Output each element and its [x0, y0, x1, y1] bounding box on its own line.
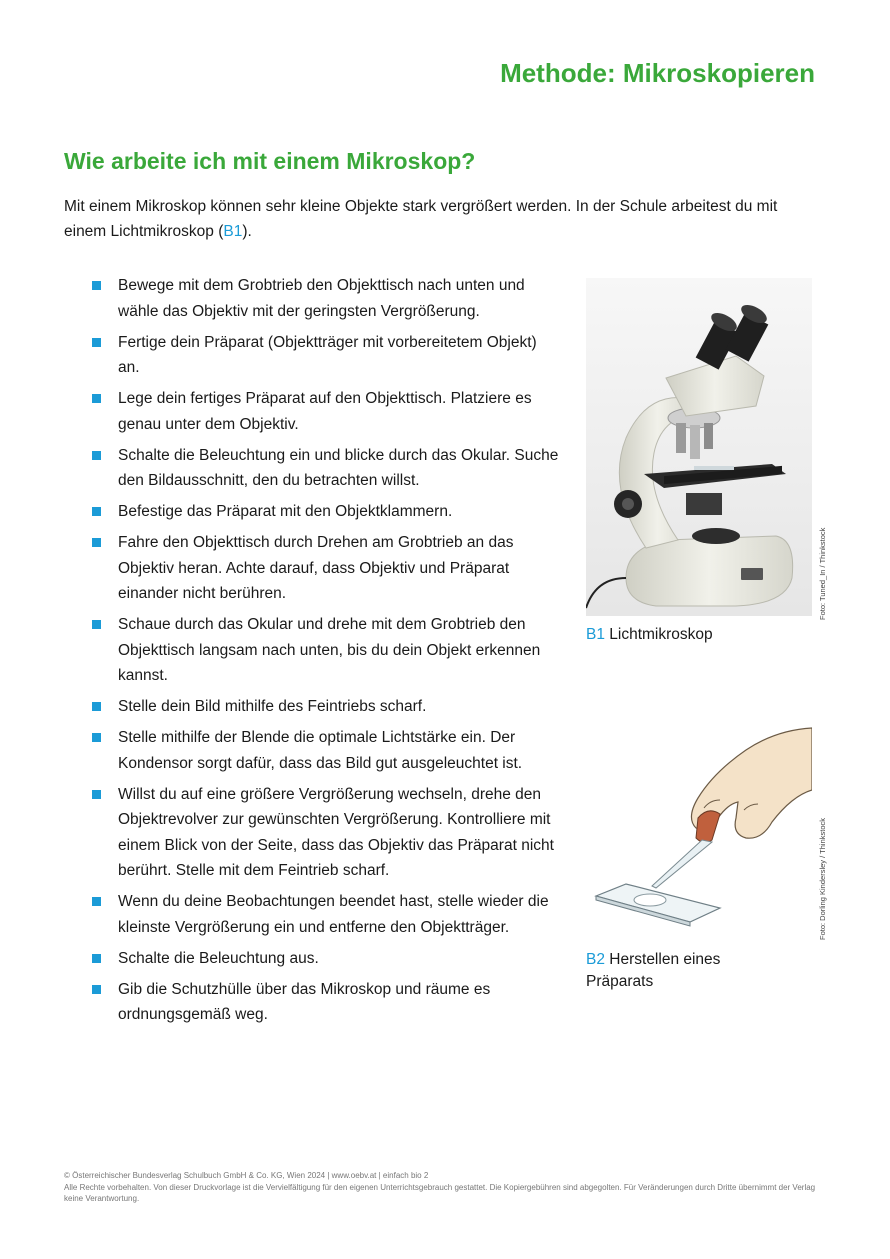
figure-caption-text-b1: Lichtmikroskop — [609, 626, 713, 643]
microscope-icon — [586, 278, 812, 616]
square-bullet-icon — [92, 620, 101, 629]
figure-caption-b1 — [586, 624, 786, 646]
step-text: Schaue durch das Okular und drehe mit dem Grobtrieb den Objekttisch langsam nach unten, bis du dein Objekt erkennen kannst. — [118, 616, 541, 684]
list-item — [92, 330, 562, 381]
figure-label-b1: B1 — [586, 626, 605, 643]
square-bullet-icon — [92, 538, 101, 547]
step-text: Stelle mithilfe der Blende die optimale Lichtstärke ein. Der Kondensor sorgt dafür, dass das Bild gut ausgeleuchtet ist. — [118, 729, 523, 772]
figure-caption-text-b2: Herstellen eines Präparats — [586, 951, 721, 990]
list-item — [92, 273, 562, 324]
section-heading: Wie arbeite ich mit einem Mikroskop? — [64, 148, 476, 174]
step-text: Willst du auf eine größere Vergrößerung wechseln, drehe den Objektrevolver zur gewünschten Vergrößerung. Kontrolliere mit einem Blick von der Seite, dass das Objektiv das Präparat nicht berührt. Stelle mit dem Feintrieb scharf. — [118, 785, 554, 879]
step-text: Schalte die Beleuchtung ein und blicke durch das Okular. Suche den Bildausschnitt, den du betrachten willst. — [118, 446, 559, 489]
list-item — [92, 977, 562, 1028]
footer-rights: Alle Rechte vorbehalten. Von dieser Druckvorlage ist die Vervielfältigung für den eigenen Unterrichtsgebrauch gestattet. Die Kopiergebühren sind abgegolten. Für Veränderungen durch Dritte übernimmt der Verlag keine Verantwortung. — [64, 1182, 816, 1203]
square-bullet-icon — [92, 790, 101, 799]
step-text: Gib die Schutzhülle über das Mikroskop und räume es ordnungsgemäß weg. — [118, 980, 491, 1023]
intro-paragraph — [64, 194, 814, 244]
step-text: Schalte die Beleuchtung aus. — [118, 949, 319, 967]
list-item — [92, 782, 562, 884]
list-item — [92, 530, 562, 607]
method-title: Methode: Mikroskopieren — [500, 58, 815, 88]
step-text: Fahre den Objekttisch durch Drehen am Grobtrieb an das Objektiv heran. Achte darauf, dass Objektiv und Präparat einander nicht berühren. — [118, 534, 514, 602]
microscope-image — [586, 278, 812, 616]
step-text: Lege dein fertiges Präparat auf den Objekttisch. Platziere es genau unter dem Objektiv. — [118, 390, 532, 433]
square-bullet-icon — [92, 985, 101, 994]
step-text: Stelle dein Bild mithilfe des Feintriebs scharf. — [118, 698, 427, 715]
list-item — [92, 443, 562, 494]
photo-credit-b1: Foto: Tuned_In / Thinkstock — [818, 527, 827, 620]
square-bullet-icon — [92, 338, 101, 347]
photo-credit-b2: Foto: Dorling Kindersley / Thinkstock — [818, 818, 827, 940]
square-bullet-icon — [92, 451, 101, 460]
pipette-image — [586, 700, 812, 940]
footer-copyright: © Österreichischer Bundesverlag Schulbuch GmbH & Co. KG, Wien 2024 | www.oebv.at | einfach bio 2 — [64, 1171, 429, 1180]
intro-text: Mit einem Mikroskop können sehr kleine Objekte stark vergrößert werden. In der Schule arbeitest du mit einem Lichtmikroskop ( — [64, 198, 778, 240]
list-item — [92, 889, 562, 940]
list-item — [92, 946, 562, 972]
pipette-hand-icon — [586, 700, 812, 940]
square-bullet-icon — [92, 733, 101, 742]
figure-label-b2: B2 — [586, 951, 605, 968]
list-item — [92, 499, 562, 525]
square-bullet-icon — [92, 954, 101, 963]
list-item — [92, 386, 562, 437]
step-text: Wenn du deine Beobachtungen beendet hast, stelle wieder die kleinste Vergrößerung ein und entferne den Objektträger. — [118, 893, 549, 936]
intro-figure-ref: B1 — [223, 223, 243, 240]
list-item — [92, 725, 562, 776]
figure-caption-b2 — [586, 949, 746, 993]
square-bullet-icon — [92, 394, 101, 403]
list-item — [92, 612, 562, 689]
step-text: Fertige dein Präparat (Objektträger mit vorbereitetem Objekt) an. — [118, 333, 537, 376]
square-bullet-icon — [92, 507, 101, 516]
step-text: Befestige das Präparat mit den Objektklammern. — [118, 503, 453, 520]
step-list — [92, 273, 562, 1033]
list-item — [92, 694, 562, 720]
square-bullet-icon — [92, 897, 101, 906]
footer — [64, 1170, 824, 1205]
square-bullet-icon — [92, 281, 101, 290]
step-text: Bewege mit dem Grobtrieb den Objekttisch nach unten und wähle das Objektiv mit der geringsten Vergrößerung. — [118, 277, 525, 320]
square-bullet-icon — [92, 702, 101, 711]
intro-end: ). — [242, 223, 252, 240]
